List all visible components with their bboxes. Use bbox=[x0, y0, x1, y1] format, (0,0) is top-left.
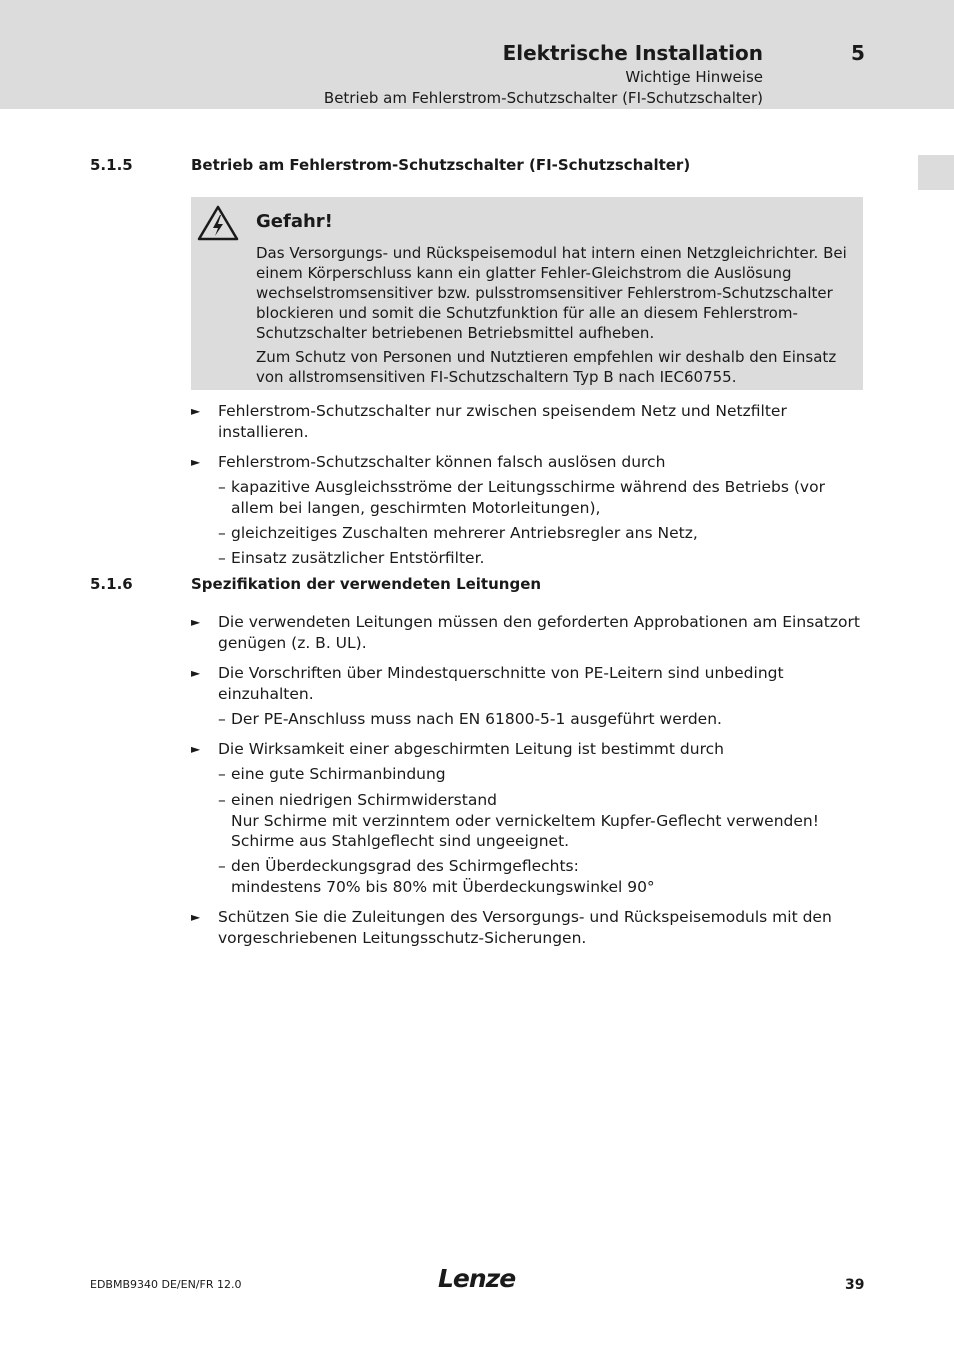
dash-marker: – bbox=[218, 791, 226, 809]
section-number: 5.1.5 bbox=[90, 156, 133, 174]
sub-list-line: mindestens 70% bis 80% mit Überdeckungswinkel 90° bbox=[231, 877, 655, 896]
page-number: 39 bbox=[845, 1277, 865, 1293]
sub-list-item-text: gleichzeitiges Zuschalten mehrerer Antriebsregler ans Netz, bbox=[231, 524, 698, 542]
list-item-text: Die verwendeten Leitungen müssen den geforderten Approbationen am Einsatzort genügen (z. B. UL). bbox=[218, 613, 860, 652]
sub-list-line: Schirme aus Stahlgeflecht sind ungeeignet. bbox=[231, 832, 570, 850]
danger-paragraph: Zum Schutz von Personen und Nutztieren empfehlen wir deshalb den Einsatz von allstromsensitiven FI-Schutzschaltern Typ B nach IEC60755. bbox=[256, 348, 837, 386]
list-item-text: Die Vorschriften über Mindestquerschnitte von PE-Leitern sind unbedingt einzuhalten. bbox=[218, 664, 784, 703]
header-subtitle: Betrieb am Fehlerstrom-Schutzschalter (FI-Schutzschalter) bbox=[323, 89, 763, 107]
sub-list-item-text: kapazitive Ausgleichsströme der Leitungsschirme während des Betriebs (vor allem bei langen, geschirmten Motorleitungen), bbox=[231, 478, 825, 517]
section-number: 5.1.6 bbox=[90, 575, 133, 593]
bullet-marker: ► bbox=[191, 742, 201, 756]
danger-notice bbox=[191, 197, 863, 390]
list-item-text: Die Wirksamkeit einer abgeschirmten Leitung ist bestimmt durch bbox=[218, 740, 724, 758]
sub-list-item-text bbox=[231, 790, 861, 852]
bullet-marker: ► bbox=[191, 455, 201, 469]
header-subtitle: Wichtige Hinweise bbox=[625, 68, 763, 86]
sub-list-item-text: Einsatz zusätzlicher Entstörfilter. bbox=[231, 549, 485, 567]
dash-marker: – bbox=[218, 549, 226, 567]
sub-list-line: den Überdeckungsgrad des Schirmgeflechts: bbox=[231, 857, 579, 875]
sub-list-item-text bbox=[231, 764, 861, 785]
sub-list-line: einen niedrigen Schirmwiderstand bbox=[231, 791, 497, 809]
document-id: EDBMB9340 DE/EN/FR 12.0 bbox=[90, 1278, 242, 1291]
sub-list-line: Nur Schirme mit verzinntem oder vernickeltem Kupfer-Geflecht verwenden! bbox=[231, 811, 819, 830]
chapter-tab-marker bbox=[918, 155, 954, 190]
list-item-text: Fehlerstrom-Schutzschalter können falsch auslösen durch bbox=[218, 453, 666, 471]
danger-paragraph: Das Versorgungs- und Rückspeisemodul hat intern einen Netzgleichrichter. Bei einem Körperschluss kann ein glatter Fehler-Gleichstrom die Auslösung wechselstromsensitiver bzw. pulsstromsensitiver Fehlerstrom-Schutzschalter blockieren und somit die Schutzfunktion für alle an diesem Fehlerstrom-Schutzschalter betriebenen Betriebsmittel aufheben. bbox=[256, 244, 847, 342]
lenze-logo: Lenze bbox=[438, 1264, 516, 1293]
chapter-title: Elektrische Installation bbox=[502, 41, 763, 65]
dash-marker: – bbox=[218, 765, 226, 783]
bullet-marker: ► bbox=[191, 666, 201, 680]
sub-list-item-text bbox=[231, 856, 861, 897]
section-heading: Betrieb am Fehlerstrom-Schutzschalter (FI-Schutzschalter) bbox=[191, 156, 691, 174]
dash-marker: – bbox=[218, 710, 226, 728]
bullet-marker: ► bbox=[191, 615, 201, 629]
dash-marker: – bbox=[218, 524, 226, 542]
dash-marker: – bbox=[218, 857, 226, 875]
sub-list-item-text: Der PE-Anschluss muss nach EN 61800-5-1 ausgeführt werden. bbox=[231, 710, 722, 728]
danger-title: Gefahr! bbox=[256, 211, 333, 232]
list-item-text: Fehlerstrom-Schutzschalter nur zwischen speisendem Netz und Netzfilter installieren. bbox=[218, 402, 787, 441]
list-item-text: Schützen Sie die Zuleitungen des Versorgungs- und Rückspeisemoduls mit den vorgeschriebenen Leitungsschutz-Sicherungen. bbox=[218, 908, 832, 947]
section-heading: Spezifikation der verwendeten Leitungen bbox=[191, 575, 542, 593]
high-voltage-warning-icon bbox=[197, 205, 239, 241]
sub-list-line: eine gute Schirmanbindung bbox=[231, 765, 446, 783]
dash-marker: – bbox=[218, 478, 226, 496]
bullet-marker: ► bbox=[191, 404, 201, 418]
bullet-marker: ► bbox=[191, 910, 201, 924]
chapter-number: 5 bbox=[851, 41, 865, 65]
